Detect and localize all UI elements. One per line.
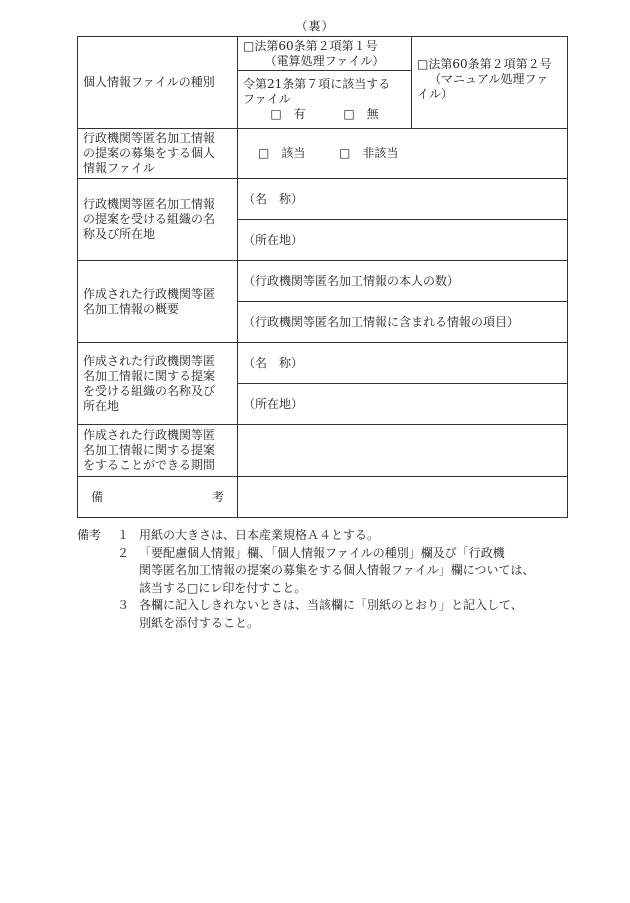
file-type-option-manual[interactable]: □法第60条第２項第２号 （マニュアル処理ファ イル） <box>412 37 568 129</box>
remarks-label: 備 考 <box>78 477 238 518</box>
proposal-org-name-field[interactable]: （名 称） <box>238 343 568 384</box>
overview-items-field[interactable]: （行政機関等匿名加工情報に含まれる情報の項目） <box>238 302 568 343</box>
recruit-file-options <box>238 129 568 179</box>
form-table <box>77 36 568 518</box>
receiver-name-field[interactable]: （名 称） <box>238 179 568 220</box>
recruit-applicable-checkbox[interactable]: □ 該当 <box>258 146 306 160</box>
note-2-line-3: 該当する□にレ印を付すこと。 <box>139 580 307 595</box>
ordinance-yes-checkbox[interactable]: □ 有 <box>270 107 306 121</box>
proposal-org-label: 作成された行政機関等匿 名加工情報に関する提案 を受ける組織の名称及び 所在地 <box>78 343 238 425</box>
notes-section <box>77 527 577 632</box>
note-2: ２ 「要配慮個人情報」欄、「個人情報ファイルの種別」欄及び「行政機 <box>117 545 505 560</box>
page-title: （裏） <box>295 19 335 33</box>
remarks-field[interactable] <box>238 477 568 518</box>
file-type-option-electronic[interactable]: □法第60条第２項第１号 （電算処理ファイル） <box>238 37 412 71</box>
file-type-option-ordinance[interactable]: 令第21条第７項に該当する ファイル □ 有 □ 無 <box>238 71 412 129</box>
file-type-label: 個人情報ファイルの種別 <box>78 37 238 129</box>
note-3: ３ 各欄に記入しきれないときは、当該欄に「別紙のとおり」と記入して、 <box>117 598 523 612</box>
recruit-file-label: 行政機関等匿名加工情報 の提案の募集をする個人 情報ファイル <box>78 129 238 179</box>
note-2-line-2: 関等匿名加工情報の提案の募集をする個人情報ファイル」欄については、 <box>139 563 535 577</box>
receiver-org-label: 行政機関等匿名加工情報 の提案を受ける組織の名 称及び所在地 <box>78 179 238 261</box>
overview-count-field[interactable]: （行政機関等匿名加工情報の本人の数） <box>238 261 568 302</box>
receiver-address-field[interactable]: （所在地） <box>238 220 568 261</box>
note-3-line-2: 別紙を添付すること。 <box>139 615 260 630</box>
proposal-period-label: 作成された行政機関等匿 名加工情報に関する提案 をすることができる期間 <box>78 425 238 477</box>
recruit-not-applicable-checkbox[interactable]: □ 非該当 <box>339 146 399 160</box>
ordinance-no-checkbox[interactable]: □ 無 <box>343 107 379 121</box>
note-1: 備考 １ 用紙の大きさは、日本産業規格Ａ４とする。 <box>77 528 380 542</box>
proposal-period-field[interactable] <box>238 425 568 477</box>
overview-label: 作成された行政機関等匿 名加工情報の概要 <box>78 261 238 343</box>
proposal-org-address-field[interactable]: （所在地） <box>238 384 568 425</box>
